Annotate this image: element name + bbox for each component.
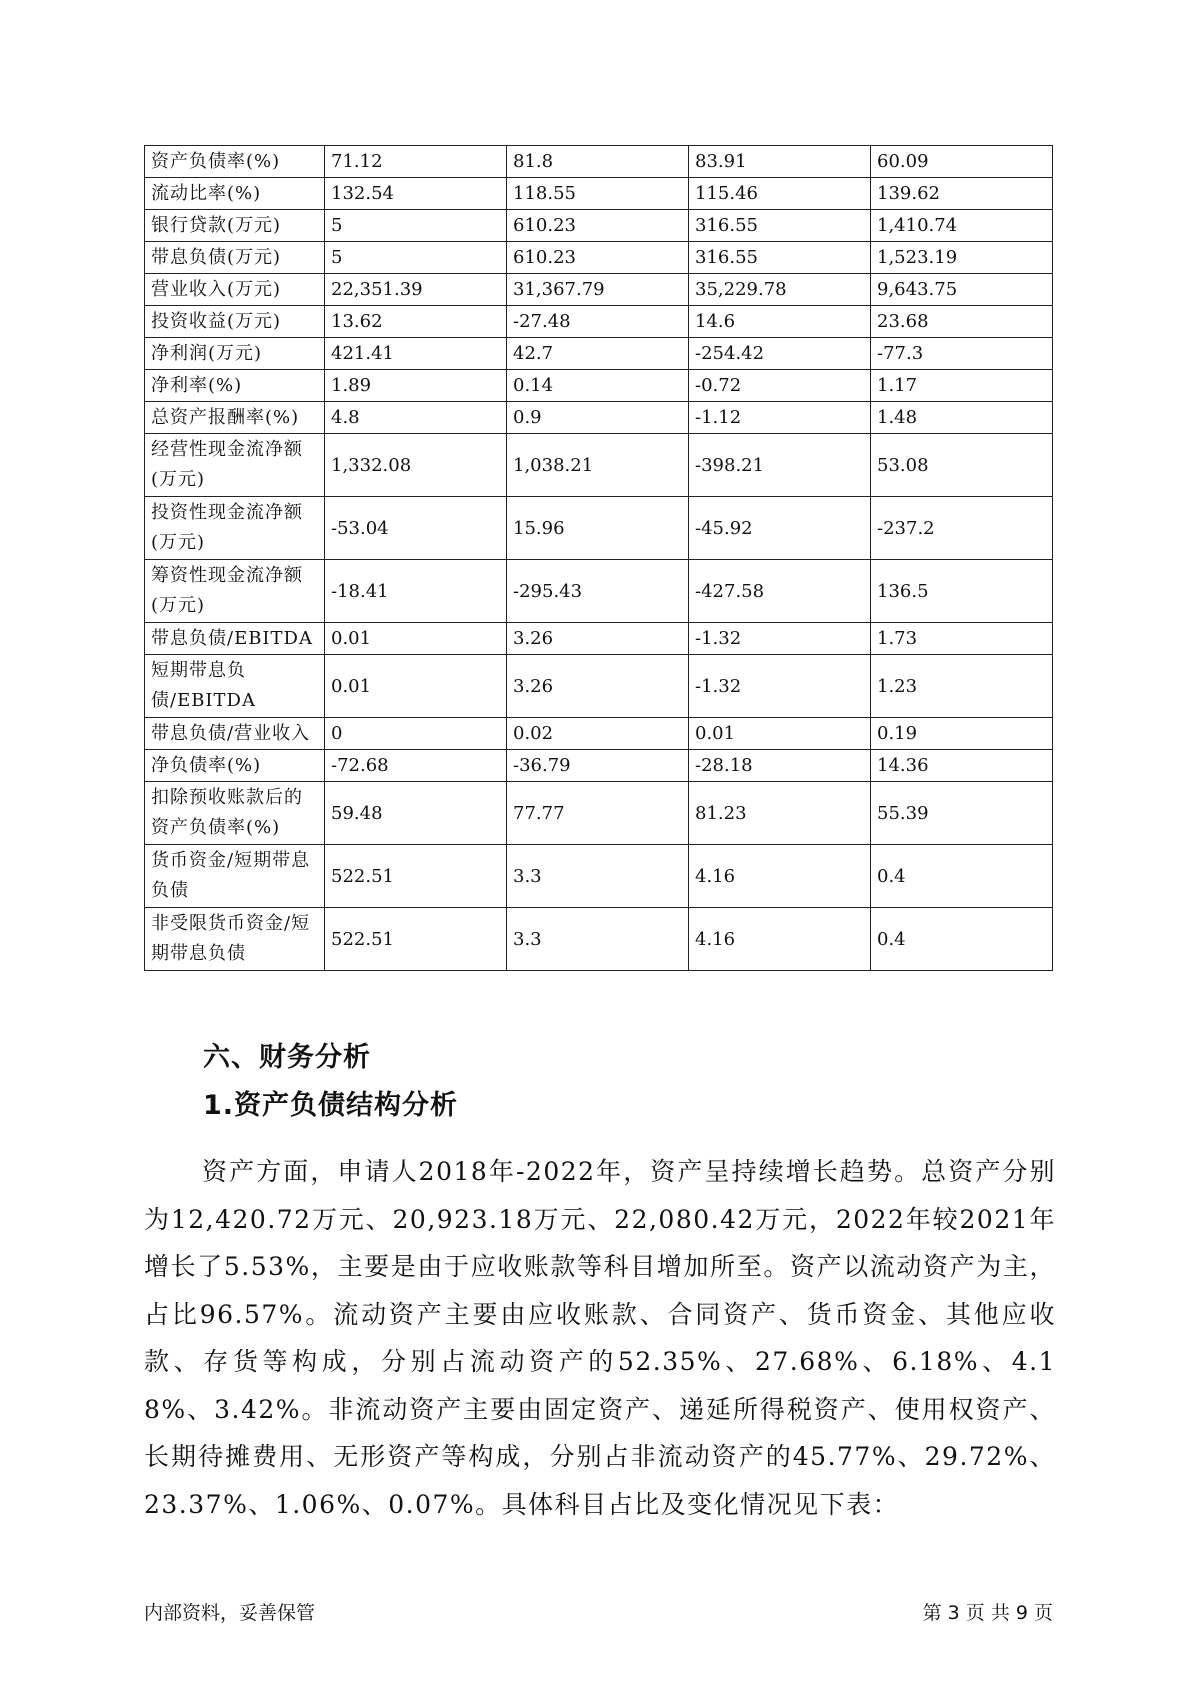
table-row [145, 402, 1053, 434]
cell-value: -295.43 [507, 560, 689, 623]
table-row [145, 655, 1053, 718]
cell-value: -77.3 [871, 338, 1053, 370]
row-label: 扣除预收账款后的资产负债率(%) [145, 782, 325, 845]
cell-value: 14.6 [689, 306, 871, 338]
cell-value: 81.8 [507, 146, 689, 178]
cell-value: 60.09 [871, 146, 1053, 178]
analysis-paragraph: 资产方面，申请人2018年-2022年，资产呈持续增长趋势。总资产分别为12,420.72万元、20,923.18万元、22,080.42万元，2022年较2021年增长了5.53%，主要是由于应收账款等科目增加所至。资产以流动资产为主，占比96.57%。流动资产主要由应收账款、合同资产、货币资金、其他应收款、存货等构成，分别占流动资产的52.35%、27.68%、6.18%、4.18%、3.42%。非流动资产主要由固定资产、递延所得税资产、使用权资产、长期待摊费用、无形资产等构成，分别占非流动资产的45.77%、29.72%、23.37%、1.06%、0.07%。具体科目占比及变化情况见下表： [144, 1157, 1056, 1519]
table-row [145, 497, 1053, 560]
cell-value: 132.54 [325, 178, 507, 210]
page-number: 第 3 页 共 9 页 [922, 1602, 1053, 1624]
cell-value: 3.3 [507, 908, 689, 971]
cell-value: 522.51 [325, 908, 507, 971]
cell-value: -1.12 [689, 402, 871, 434]
cell-value: 1.17 [871, 370, 1053, 402]
row-label: 流动比率(%) [145, 178, 325, 210]
cell-value: 31,367.79 [507, 274, 689, 306]
table-row [145, 210, 1053, 242]
cell-value: 13.62 [325, 306, 507, 338]
row-label: 经营性现金流净额(万元) [145, 434, 325, 497]
cell-value: 316.55 [689, 242, 871, 274]
cell-value: 9,643.75 [871, 274, 1053, 306]
cell-value: 5 [325, 210, 507, 242]
table-row [145, 370, 1053, 402]
cell-value: 71.12 [325, 146, 507, 178]
subsection-heading: 1.资产负债结构分析 [203, 1090, 459, 1121]
cell-value: 0.14 [507, 370, 689, 402]
row-label: 净利率(%) [145, 370, 325, 402]
table-row [145, 782, 1053, 845]
table-row [145, 306, 1053, 338]
row-label: 带息负债/营业收入 [145, 718, 325, 750]
row-label: 带息负债/EBITDA [145, 623, 325, 655]
cell-value: 15.96 [507, 497, 689, 560]
cell-value: 5 [325, 242, 507, 274]
cell-value: 421.41 [325, 338, 507, 370]
cell-value: -1.32 [689, 655, 871, 718]
table-row [145, 623, 1053, 655]
cell-value: 83.91 [689, 146, 871, 178]
row-label: 短期带息负债/EBITDA [145, 655, 325, 718]
table-row [145, 146, 1053, 178]
cell-value: -427.58 [689, 560, 871, 623]
cell-value: 81.23 [689, 782, 871, 845]
cell-value: -36.79 [507, 750, 689, 782]
cell-value: 42.7 [507, 338, 689, 370]
cell-value: 0.4 [871, 845, 1053, 908]
cell-value: -398.21 [689, 434, 871, 497]
cell-value: 1,332.08 [325, 434, 507, 497]
cell-value: 3.3 [507, 845, 689, 908]
cell-value: -28.18 [689, 750, 871, 782]
cell-value: 53.08 [871, 434, 1053, 497]
cell-value: 35,229.78 [689, 274, 871, 306]
row-label: 投资性现金流净额(万元) [145, 497, 325, 560]
row-label: 净利润(万元) [145, 338, 325, 370]
table-row [145, 718, 1053, 750]
table-row [145, 560, 1053, 623]
cell-value: 0.02 [507, 718, 689, 750]
cell-value: 4.8 [325, 402, 507, 434]
cell-value: -1.32 [689, 623, 871, 655]
cell-value: 1.89 [325, 370, 507, 402]
table-body [145, 146, 1053, 971]
table-row [145, 274, 1053, 306]
section-heading: 六、财务分析 [203, 1042, 371, 1073]
table-row [145, 178, 1053, 210]
cell-value: 0.01 [325, 623, 507, 655]
cell-value: 23.68 [871, 306, 1053, 338]
cell-value: -72.68 [325, 750, 507, 782]
table-row [145, 242, 1053, 274]
cell-value: 0.01 [325, 655, 507, 718]
cell-value: -27.48 [507, 306, 689, 338]
cell-value: 1,038.21 [507, 434, 689, 497]
table-row [145, 750, 1053, 782]
row-label: 筹资性现金流净额(万元) [145, 560, 325, 623]
cell-value: 4.16 [689, 908, 871, 971]
cell-value: 522.51 [325, 845, 507, 908]
cell-value: 0.01 [689, 718, 871, 750]
cell-value: 0.4 [871, 908, 1053, 971]
cell-value: 118.55 [507, 178, 689, 210]
cell-value: 316.55 [689, 210, 871, 242]
cell-value: -45.92 [689, 497, 871, 560]
cell-value: 4.16 [689, 845, 871, 908]
cell-value: -254.42 [689, 338, 871, 370]
financial-indicators-table [144, 145, 1053, 971]
cell-value: 0.19 [871, 718, 1053, 750]
row-label: 营业收入(万元) [145, 274, 325, 306]
row-label: 货币资金/短期带息负债 [145, 845, 325, 908]
cell-value: -53.04 [325, 497, 507, 560]
cell-value: 136.5 [871, 560, 1053, 623]
cell-value: 0.9 [507, 402, 689, 434]
row-label: 非受限货币资金/短期带息负债 [145, 908, 325, 971]
row-label: 净负债率(%) [145, 750, 325, 782]
cell-value: 55.39 [871, 782, 1053, 845]
cell-value: 1,523.19 [871, 242, 1053, 274]
row-label: 银行贷款(万元) [145, 210, 325, 242]
table-row [145, 338, 1053, 370]
cell-value: 1,410.74 [871, 210, 1053, 242]
cell-value: 1.48 [871, 402, 1053, 434]
cell-value: -237.2 [871, 497, 1053, 560]
row-label: 投资收益(万元) [145, 306, 325, 338]
cell-value: 0 [325, 718, 507, 750]
cell-value: 22,351.39 [325, 274, 507, 306]
row-label: 总资产报酬率(%) [145, 402, 325, 434]
cell-value: 14.36 [871, 750, 1053, 782]
cell-value: 77.77 [507, 782, 689, 845]
cell-value: 59.48 [325, 782, 507, 845]
table-row [145, 434, 1053, 497]
cell-value: 1.73 [871, 623, 1053, 655]
table-row [145, 908, 1053, 971]
cell-value: -18.41 [325, 560, 507, 623]
cell-value: 139.62 [871, 178, 1053, 210]
footer-confidential-note: 内部资料，妥善保管 [144, 1602, 316, 1624]
cell-value: 610.23 [507, 242, 689, 274]
cell-value: 3.26 [507, 655, 689, 718]
cell-value: 610.23 [507, 210, 689, 242]
row-label: 带息负债(万元) [145, 242, 325, 274]
cell-value: 115.46 [689, 178, 871, 210]
cell-value: 1.23 [871, 655, 1053, 718]
cell-value: -0.72 [689, 370, 871, 402]
cell-value: 3.26 [507, 623, 689, 655]
row-label: 资产负债率(%) [145, 146, 325, 178]
table-row [145, 845, 1053, 908]
